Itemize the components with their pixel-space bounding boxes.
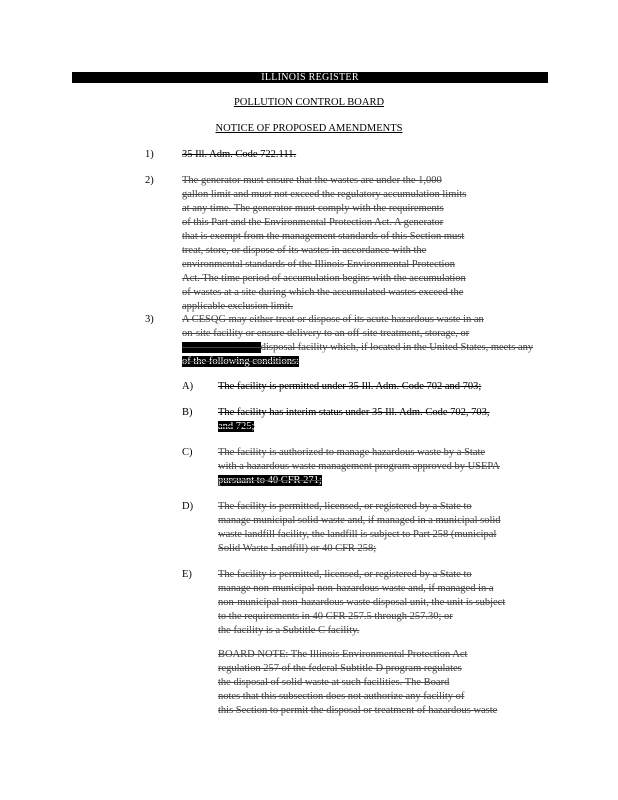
subD-number: D) (182, 501, 194, 512)
item2-line: The generator must ensure that the wastes are under the 1,000 (182, 175, 442, 186)
subB-line (218, 420, 548, 434)
board-note-line: this Section to permit the disposal or treatment of hazardous waste (218, 705, 498, 716)
subB-redacted-text: and 725; (218, 421, 255, 432)
subB-number: B) (182, 407, 193, 418)
subE-line: non-municipal non-hazardous waste disposal unit, the unit is subject (218, 597, 506, 608)
subE-line: the facility is a Subtitle C facility. (218, 625, 360, 636)
item2-line: treat, store, or dispose of its wastes in accordance with the (182, 245, 427, 256)
item1-text: 35 Ill. Adm. Code 722.111. (182, 149, 297, 160)
item3-paragraph (182, 313, 542, 369)
item3-line (182, 341, 542, 355)
item2-line: that is exempt from the management standards of this Section must (182, 231, 465, 242)
item1-number: 1) (145, 149, 154, 160)
subA-text: The facility is permitted under 35 Ill. Adm. Code 702 and 703; (218, 381, 482, 392)
subE-number: E) (182, 569, 192, 580)
item3-number: 3) (145, 314, 154, 325)
board-note-line: the disposal of solid waste at such facilities. The Board (218, 677, 450, 688)
subE-paragraph (218, 568, 548, 638)
subD-line: waste landfill facility, the landfill is subject to Part 258 (municipal (218, 529, 497, 540)
notice-title: NOTICE OF PROPOSED AMENDMENTS (215, 123, 403, 134)
item3-redacted-line: of the following conditions: (182, 356, 299, 367)
board-note-line: BOARD NOTE: The Illinois Environmental Protection Act (218, 649, 468, 660)
item3-line: on-site facility or ensure delivery to an off-site treatment, storage, or (182, 328, 470, 339)
subB-line: The facility has interim status under 35 Ill. Adm. Code 702, 703, (218, 407, 490, 418)
board-note-line: notes that this subsection does not authorize any facility of (218, 691, 465, 702)
item2-paragraph (182, 174, 542, 314)
subC-number: C) (182, 447, 193, 458)
subC-redacted-text: pursuant to 40 CFR 271; (218, 475, 322, 486)
subE-line: The facility is permitted, licensed, or registered by a State to (218, 569, 472, 580)
subD-line: manage municipal solid waste and, if managed in a municipal solid (218, 515, 501, 526)
item2-line: environmental standards of the Illinois Environmental Protection (182, 259, 455, 270)
board-title: POLLUTION CONTROL BOARD (233, 97, 385, 108)
subC-line (218, 474, 548, 488)
subD-line: Solid Waste Landfill) or 40 CFR 258; (218, 543, 377, 554)
item2-line: at any time. The generator must comply with the requirements (182, 203, 444, 214)
item2-line: Act. The time period of accumulation begins with the accumulation (182, 273, 466, 284)
item2-number: 2) (145, 175, 154, 186)
register-title: ILLINOIS REGISTER (261, 72, 359, 83)
subE-line: manage non-municipal non-hazardous waste and, if managed in a (218, 583, 494, 594)
register-header-bar (72, 72, 548, 83)
item3-line (182, 355, 542, 369)
subC-line: The facility is authorized to manage hazardous waste by a State (218, 447, 486, 458)
item2-line: of this Part and the Environmental Protection Act. A generator (182, 217, 444, 228)
board-note-paragraph (218, 648, 548, 718)
subB-paragraph (218, 406, 548, 434)
board-note-line: regulation 257 of the federal Subtitle D program regulates (218, 663, 462, 674)
item2-line: of wastes at a site during which the accumulated wastes exceed the (182, 287, 464, 298)
subD-paragraph (218, 500, 548, 556)
subA-number: A) (182, 381, 194, 392)
subC-line: with a hazardous waste management program approved by USEPA (218, 461, 500, 472)
subD-line: The facility is permitted, licensed, or registered by a State to (218, 501, 472, 512)
item2-line: gallon limit and must not exceed the regulatory accumulation limits (182, 189, 467, 200)
subE-line: to the requirements in 40 CFR 257.5 through 257.30; or (218, 611, 453, 622)
item2-line: applicable exclusion limit. (182, 301, 294, 312)
redaction-block (182, 342, 261, 353)
item3-line: A CESQG may either treat or dispose of its acute hazardous waste in an (182, 314, 484, 325)
subC-paragraph (218, 446, 548, 488)
item3-line-tail: disposal facility which, if located in the United States, meets any (260, 342, 534, 353)
